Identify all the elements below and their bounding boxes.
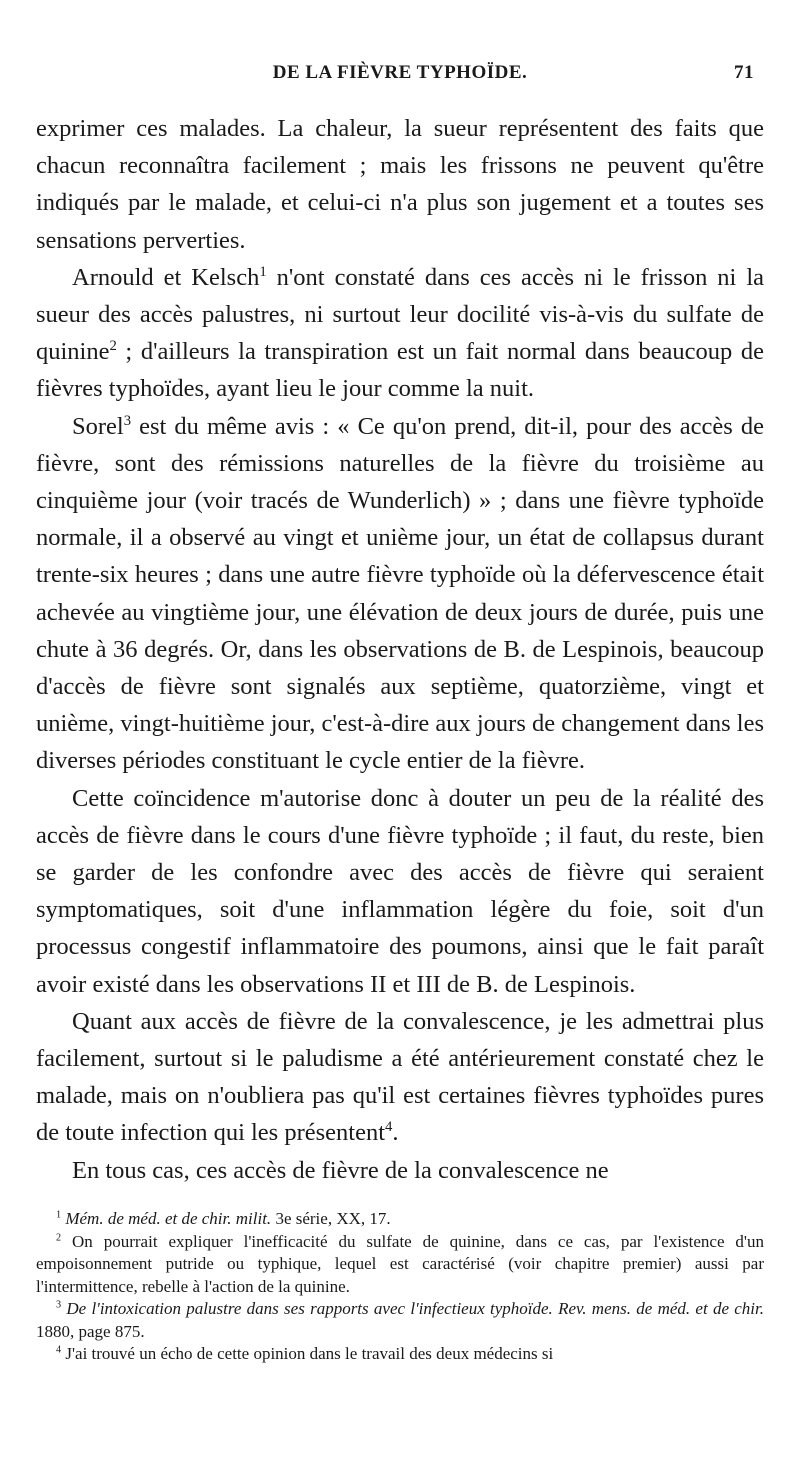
footnote xyxy=(36,1208,764,1231)
italic-citation: Mém. de méd. et de chir. milit. xyxy=(65,1209,272,1228)
footnote-marker: 2 xyxy=(109,338,117,355)
paragraph xyxy=(36,1152,764,1189)
italic-citation: De l'intoxication palustre dans ses rapports avec l'infectieux typhoïde. Rev. mens. de méd. et de chir. xyxy=(66,1299,765,1318)
footnote-marker: 1 xyxy=(259,263,267,280)
footnotes xyxy=(36,1208,764,1366)
body-text xyxy=(36,110,764,1189)
footnote-marker: 2 xyxy=(56,1231,62,1243)
paragraph xyxy=(36,259,764,408)
paragraph xyxy=(36,110,764,259)
text-run: J'ai trouvé un écho de cette opinion dans le travail des deux médecins si xyxy=(61,1344,554,1363)
paragraph xyxy=(36,780,764,1003)
footnote xyxy=(36,1231,764,1299)
footnote-marker: 1 xyxy=(56,1209,62,1221)
text-run: On pourrait expliquer l'inefficacité du sulfate de quinine, dans ce cas, par l'existence d'un empoisonnement putride ou typhique, lequel est caractérisé (voir chapitre premier) aussi par l'intermittence, rebelle à l'action de la quinine. xyxy=(36,1231,764,1296)
paragraph xyxy=(36,1003,764,1152)
running-header xyxy=(36,62,764,92)
text-run: En tous cas, ces accès de fièvre de la convalescence ne xyxy=(72,1156,609,1184)
text-run: Quant aux accès de fièvre de la convalescence, je les admettrai plus facilement, surtout si le paludisme a été antérieurement constaté chez le malade, mais on n'oubliera pas qu'il est certaines fièvres typhoïdes pures de toute infection qui les présentent xyxy=(36,1007,764,1147)
text-run: n'ont constaté dans ces accès ni le frisson ni la sueur des accès palustres, ni surtout leur docilité vis-à-vis du sulfate de quinine xyxy=(36,263,765,366)
text-run: 3e série, XX, 17. xyxy=(271,1209,391,1228)
text-run: Arnould et Kelsch xyxy=(72,263,260,291)
text-run: . xyxy=(392,1119,399,1147)
text-run: exprimer ces malades. La chaleur, la sueur représentent des faits que chacun reconnaîtra facilement ; mais les frissons ne peuvent qu'être indiqués par le malade, et celui-ci n'a plus son jugement et a toutes ses sensations perverties. xyxy=(36,115,764,254)
paragraph xyxy=(36,408,764,780)
footnote xyxy=(36,1298,764,1343)
text-run: ; d'ailleurs la transpiration est un fait normal dans beaucoup de fièvres typhoïdes, ayant lieu le jour comme la nuit. xyxy=(36,338,764,403)
footnote-marker: 4 xyxy=(385,1119,393,1136)
footnote-marker: 3 xyxy=(123,412,132,429)
text-run: est du même avis : « Ce qu'on prend, dit-il, pour des accès de fièvre, sont des rémissions naturelles de la fièvre du troisième au cinquième jour (voir tracés de Wunderlich) » ; dans une fièvre typhoïde normale, il a observé au vingt et unième jour, un état de collapsus durant trente-six heures ; dans une autre fièvre typhoïde où la défervescence était achevée au vingtième jour, une élévation de deux jours de durée, puis une chute à 36 degrés. Or, dans les observations de B. de Lespinois, beaucoup d'accès de fièvre sont signalés aux septième, quatorzième, vingt et unième, vingt-huitième jour, c'est-à-dire aux jours de changement dans les diverses périodes constituant le cycle entier de la fièvre. xyxy=(36,412,764,775)
footnote xyxy=(36,1343,764,1366)
page-number: 71 xyxy=(734,62,754,83)
text-run: Sorel xyxy=(72,412,124,440)
text-run: Cette coïncidence m'autorise donc à douter un peu de la réalité des accès de fièvre dans le cours d'une fièvre typhoïde ; il faut, du reste, bien se garder de les confondre avec des accès de fièvre qui seraient symptomatiques, soit d'une inflammation légère du foie, soit d'un processus congestif inflammatoire des poumons, ainsi que le fait paraît avoir existé dans les observations II et III de B. de Lespinois. xyxy=(36,784,764,998)
footnote-marker: 3 xyxy=(56,1299,62,1311)
text-run: 1880, page 875. xyxy=(36,1321,145,1341)
running-title: DE LA FIÈVRE TYPHOÏDE. xyxy=(272,62,528,83)
footnote-marker: 4 xyxy=(56,1344,62,1356)
